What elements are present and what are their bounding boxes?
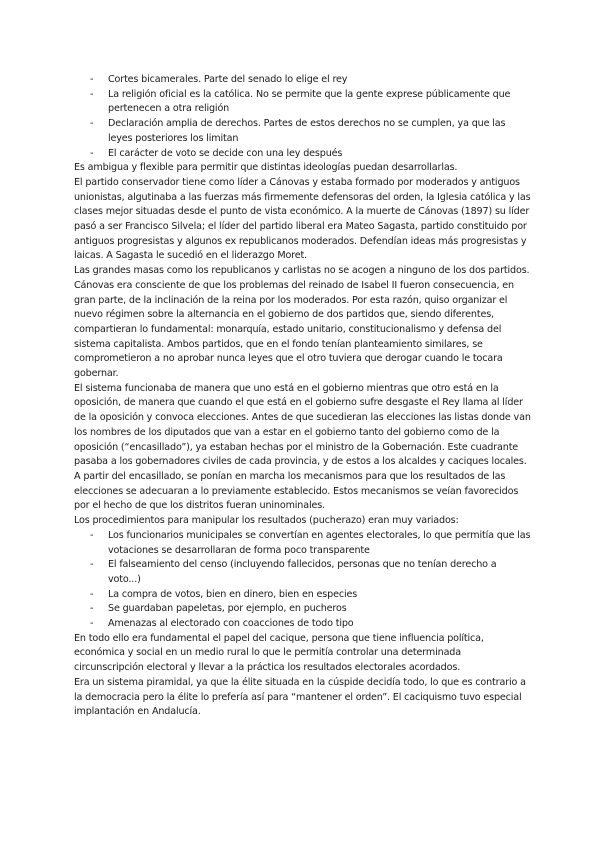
list-item-text: La compra de votos, bien en dinero, bien en especies [108,588,358,600]
paragraph-cacique: En todo ello era fundamental el papel del cacique, persona que tiene influencia política, económica y social en un medio rural lo que le permitía controlar una determinada circunscripción electoral y llevar a la práctica los resultados electorales acordados. [74,632,484,674]
paragraph-masses: Las grandes masas como los republicanos y carlistas no se acogen a ninguno de los dos partidos. [74,265,530,277]
list-item [74,88,532,117]
bullet-dash: - [90,529,94,541]
list-item [74,588,532,603]
list-item-text: Cortes bicamerales. Parte del senado lo elige el rey [108,74,348,85]
bullet-dash: - [90,588,94,600]
list-item [74,558,532,587]
bullet-dash: - [90,603,94,615]
pucherazo-methods-list [74,529,532,632]
list-item [74,617,532,632]
bullet-dash: - [90,147,94,159]
document-body [74,73,532,720]
paragraph-canovas: Cánovas era consciente de que los problemas del reinado de Isabel II fueron consecuencia, en gran parte, de la inclinación de la reina por los moderados. Por esta razón, quiso organizar el nuevo régimen sobre la alternancia en el gobierno de dos partidos que, siendo diferentes, compartieran lo fundamental: monarquía, estado unitario, constitucionalismo y defensa del sistema capitalista. Ambos partidos, que en el fondo tenían planteamiento similares, se comprometieron a no aprobar nunca leyes que el otro tuviera que derogar cuando le tocara gobernar. [74,279,514,380]
paragraph-procedures: Los procedimientos para manipular los resultados (pucherazo) eran muy variados: [74,515,459,527]
bullet-dash: - [90,618,94,630]
constitution-features-list [74,73,532,161]
bullet-dash: - [90,118,94,130]
list-item [74,147,532,162]
list-item [74,529,532,558]
list-item [74,602,532,617]
bullet-dash: - [90,559,94,571]
paragraph-parties: El partido conservador tiene como líder a Cánovas y estaba formado por moderados y antiguos unionistas, algutinaba a las fuerzas más firmemente defensoras del orden, la Iglesia católica y las clases mejor situadas desde el punto de vista económico. A la muerte de Cánovas (1897) su líder pasó a ser Francisco Silvela; el líder del partido liberal era Mateo Sagasta, partido constituido por antiguos progresistas y algunos ex republicanos moderados. Defendían ideas más progresistas y laicas. A Sagasta le sucedió en el liderazgo Moret. [74,176,531,262]
list-item [74,73,532,88]
list-item-text: Los funcionarios municipales se convertían en agentes electorales, lo que permitía que las votaciones se desarrollaran de forma poco transparente [108,529,531,556]
list-item-text: Declaración amplia de derechos. Partes de estos derechos no se cumplen, ya que las leyes posteriores los limitan [108,118,506,144]
bullet-dash: - [90,74,94,85]
list-item-text: Se guardaban papeletas, por ejemplo, en pucheros [108,603,347,615]
paragraph-ambiguity: Es ambigua y flexible para permitir que distintas ideologías puedan desarrollarlas. [74,162,458,174]
bullet-dash: - [90,88,94,100]
list-item-text: La religión oficial es la católica. No se permite que la gente exprese públicamente que pertenecen a otra religión [108,88,511,115]
list-item [74,117,532,146]
paragraph-system: El sistema funcionaba de manera que uno está en el gobierno mientras que otro está en la oposición, de manera que cuando el que está en el gobierno sufre desgaste el Rey llama al líder de la oposición y convoca elecciones. Antes de que sucedieran las elecciones las listas donde van los nombres de los diputados que van a estar en el gobierno tanto del gobierno como de la oposición (“encasillado”), ya estaban hechas por el ministro de la Gobernación. Este cuadrante pasaba a los gobernadores civiles de cada provincia, y de estos a los alcaldes y caciques locales. A partir del encasillado, se ponían en marcha los mecanismos para que los resultados de las elecciones se adecuaran a lo previamente establecido. Estos mecanismos se veían favorecidos por el hecho de que los distritos fueran uninominales. [74,382,531,512]
paragraph-pyramid: Era un sistema piramidal, ya que la élite situada en la cúspide decidía todo, lo que es contrario a la democracia pero la élite lo prefería así para “mantener el orden”. El caciquismo tuvo especial implantación en Andalucía. [74,676,526,718]
list-item-text: El falseamiento del censo (incluyendo fallecidos, personas que no tenían derecho a voto...) [108,559,497,585]
list-item-text: Amenazas al electorado con coacciones de todo tipo [108,618,354,630]
list-item-text: El carácter de voto se decide con una ley después [108,147,343,159]
